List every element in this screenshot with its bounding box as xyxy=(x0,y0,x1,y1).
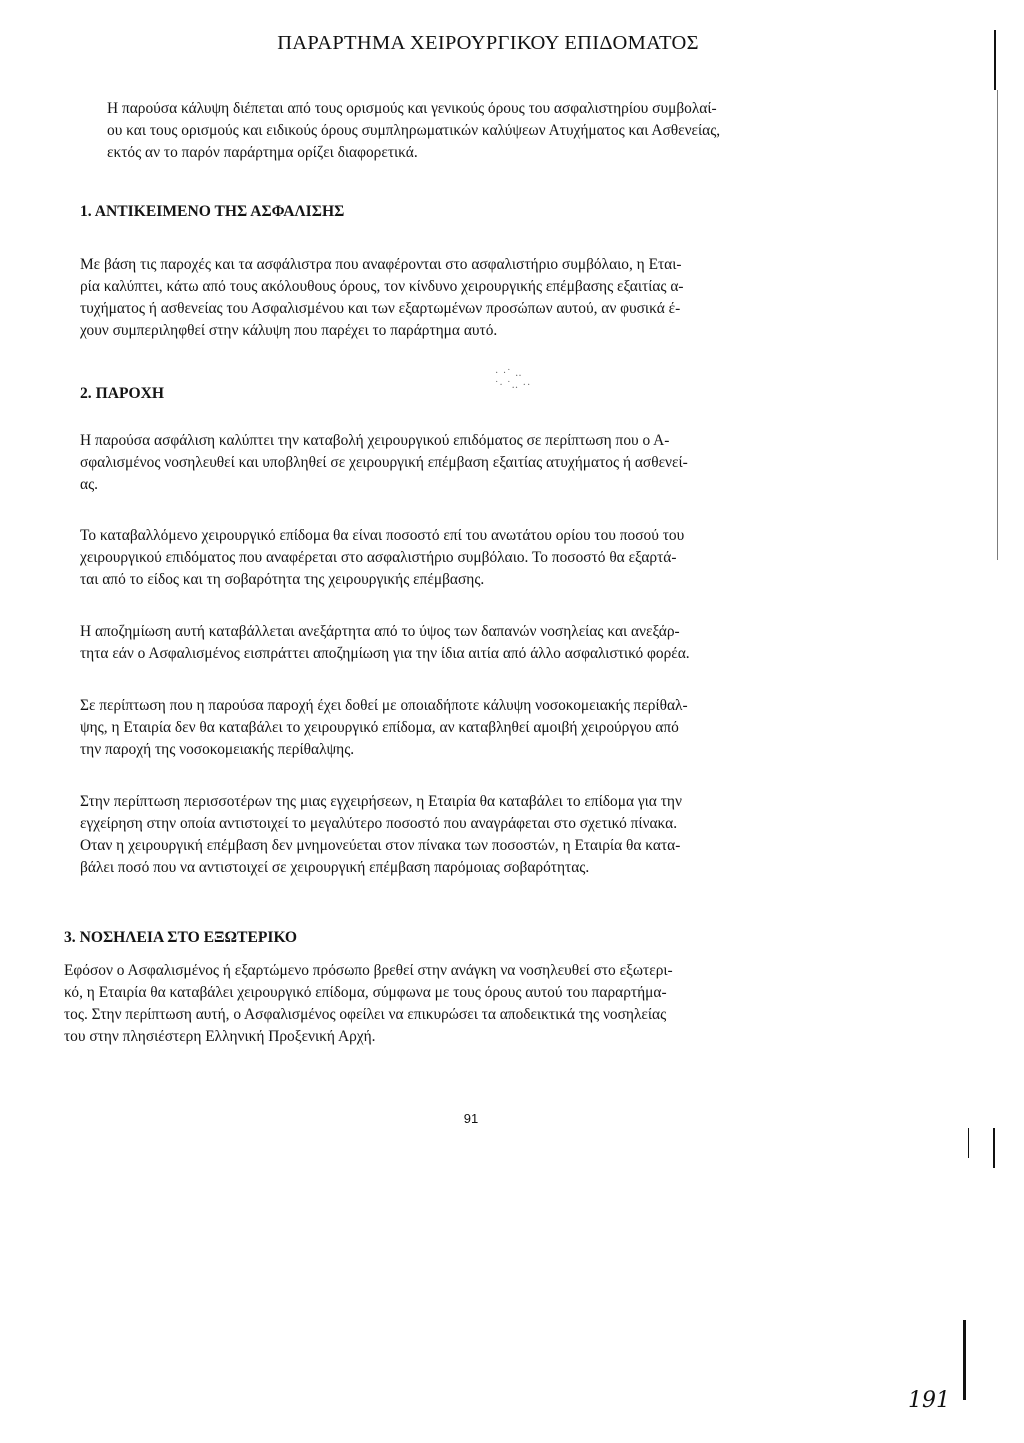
section-2-paragraph-1 xyxy=(80,430,888,496)
section-2-paragraph-5 xyxy=(80,791,888,879)
paragraph-line: Το καταβαλλόμενο χειρουργικό επίδομα θα είναι ποσοστό επί του ανωτάτου ορίου του ποσού του xyxy=(80,527,685,544)
intro-paragraph xyxy=(107,98,892,164)
paragraph-line: ψης, η Εταιρία δεν θα καταβάλει το χειρουργικό επίδομα, αν καταβληθεί αμοιβή χειρούργου από xyxy=(80,719,679,736)
paragraph-line: Σε περίπτωση που η παρούσα παροχή έχει δοθεί με οποιαδήποτε κάλυψη νοσοκομειακής περίθαλ- xyxy=(80,697,688,714)
paragraph-line: Η παρούσα ασφάλιση καλύπτει την καταβολή χειρουργικού επιδόματος σε περίπτωση που ο Α- xyxy=(80,432,670,449)
paragraph-line: ρία καλύπτει, κάτω από τους ακόλουθους όρους, τον κίνδυνο χειρουργικής επέμβασης εξαιτίας α- xyxy=(80,278,684,295)
margin-line xyxy=(994,30,996,90)
paragraph-line: ας. xyxy=(80,476,99,493)
paragraph-line: την παροχή της νοσοκομειακής περίθαλψης. xyxy=(80,741,355,758)
paragraph-line: Εφόσον ο Ασφαλισμένος ή εξαρτώμενο πρόσωπο βρεθεί στην ανάγκη να νοσηλευθεί στο εξωτερι- xyxy=(64,962,673,979)
paragraph-line: βάλει ποσό που να αντιστοιχεί σε χειρουργική επέμβαση παρόμοιας σοβαρότητας. xyxy=(80,859,590,876)
intro-line: ου και τους ορισμούς και ειδικούς όρους συμπληρωματικών καλύψεων Ατυχήματος και Ασθενείας, xyxy=(107,122,721,139)
paragraph-line: Η αποζημίωση αυτή καταβάλλεται ανεξάρτητα από το ύψος των δαπανών νοσηλείας και ανεξάρ- xyxy=(80,623,680,640)
section-1-paragraph xyxy=(80,254,890,342)
section-2-paragraph-2 xyxy=(80,525,888,591)
paragraph-line: τητα εάν ο Ασφαλισμένος εισπράττει αποζημίωση για την ίδια αιτία από άλλο ασφαλιστικό φορέα. xyxy=(80,645,690,662)
page-number: 91 xyxy=(463,1111,479,1126)
margin-line xyxy=(968,1128,969,1158)
section-2-heading: 2. ΠΑΡΟΧΗ xyxy=(80,385,165,402)
handwritten-page-number: 191 xyxy=(908,1388,950,1413)
section-2-paragraph-4 xyxy=(80,695,888,761)
document-title: ΠΑΡΑΡΤΗΜΑ ΧΕΙΡΟΥΡΓΙΚΟΥ ΕΠΙΔΟΜΑΤΟΣ xyxy=(277,32,699,54)
margin-line xyxy=(997,90,998,560)
section-1-heading: 1. ΑΝΤΙΚΕΙΜΕΝΟ ΤΗΣ ΑΣΦΑΛΙΣΗΣ xyxy=(80,203,345,220)
section-3-paragraph xyxy=(64,960,874,1048)
intro-line: Η παρούσα κάλυψη διέπεται από τους ορισμούς και γενικούς όρους του ασφαλιστηρίου συμβολαί- xyxy=(107,100,717,117)
margin-line xyxy=(963,1320,966,1400)
margin-line xyxy=(993,1128,995,1168)
paragraph-line: χουν συμπεριληφθεί στην κάλυψη που παρέχει το παράρτημα αυτό. xyxy=(80,322,498,339)
paragraph-line: σφαλισμένος νοσηλευθεί και υποβληθεί σε χειρουργική επέμβαση εξαιτίας ατυχήματος ή ασθενεί- xyxy=(80,454,688,471)
paragraph-line: Στην περίπτωση περισσοτέρων της μιας εγχειρήσεων, η Εταιρία θα καταβάλει το επίδομα για την xyxy=(80,793,682,810)
paragraph-line: τυχήματος ή ασθενείας του Ασφαλισμένου και των εξαρτωμένων προσώπων αυτού, αν φυσικά έ- xyxy=(80,300,681,317)
intro-line: εκτός αν το παρόν παράρτημα ορίζει διαφορετικά. xyxy=(107,144,418,161)
paragraph-line: Με βάση τις παροχές και τα ασφάλιστρα που αναφέρονται στο ασφαλιστήριο συμβόλαιο, η Εται- xyxy=(80,256,682,273)
section-2-paragraph-3 xyxy=(80,621,888,665)
paragraph-line: ται από το είδος και τη σοβαρότητα της χειρουργικής επέμβασης. xyxy=(80,571,485,588)
paragraph-line: του στην πλησιέστερη Ελληνική Προξενική Αρχή. xyxy=(64,1028,376,1045)
paragraph-line: τος. Στην περίπτωση αυτή, ο Ασφαλισμένος οφείλει να επικυρώσει τα αποδεικτικά της νοσηλείας xyxy=(64,1006,667,1023)
paragraph-line: κό, η Εταιρία θα καταβάλει χειρουργικό επίδομα, σύμφωνα με τους όρους αυτού του παραρτήμα- xyxy=(64,984,667,1001)
paragraph-line: Οταν η χειρουργική επέμβαση δεν μνημονεύεται στον πίνακα των ποσοστών, η Εταιρία θα κατα- xyxy=(80,837,681,854)
faint-stamp-mark: · ·˙ ‥ ˙· ˙‥ ·· xyxy=(495,368,532,391)
paragraph-line: εγχείρηση στην οποία αντιστοιχεί το μεγαλύτερο ποσοστό που αναγράφεται στο σχετικό πίνακα. xyxy=(80,815,678,832)
paragraph-line: χειρουργικού επιδόματος που αναφέρεται στο ασφαλιστήριο συμβόλαιο. Το ποσοστό θα εξαρτά- xyxy=(80,549,677,566)
section-3-heading: 3. ΝΟΣΗΛΕΙΑ ΣΤΟ ΕΞΩΤΕΡΙΚΟ xyxy=(64,929,298,946)
